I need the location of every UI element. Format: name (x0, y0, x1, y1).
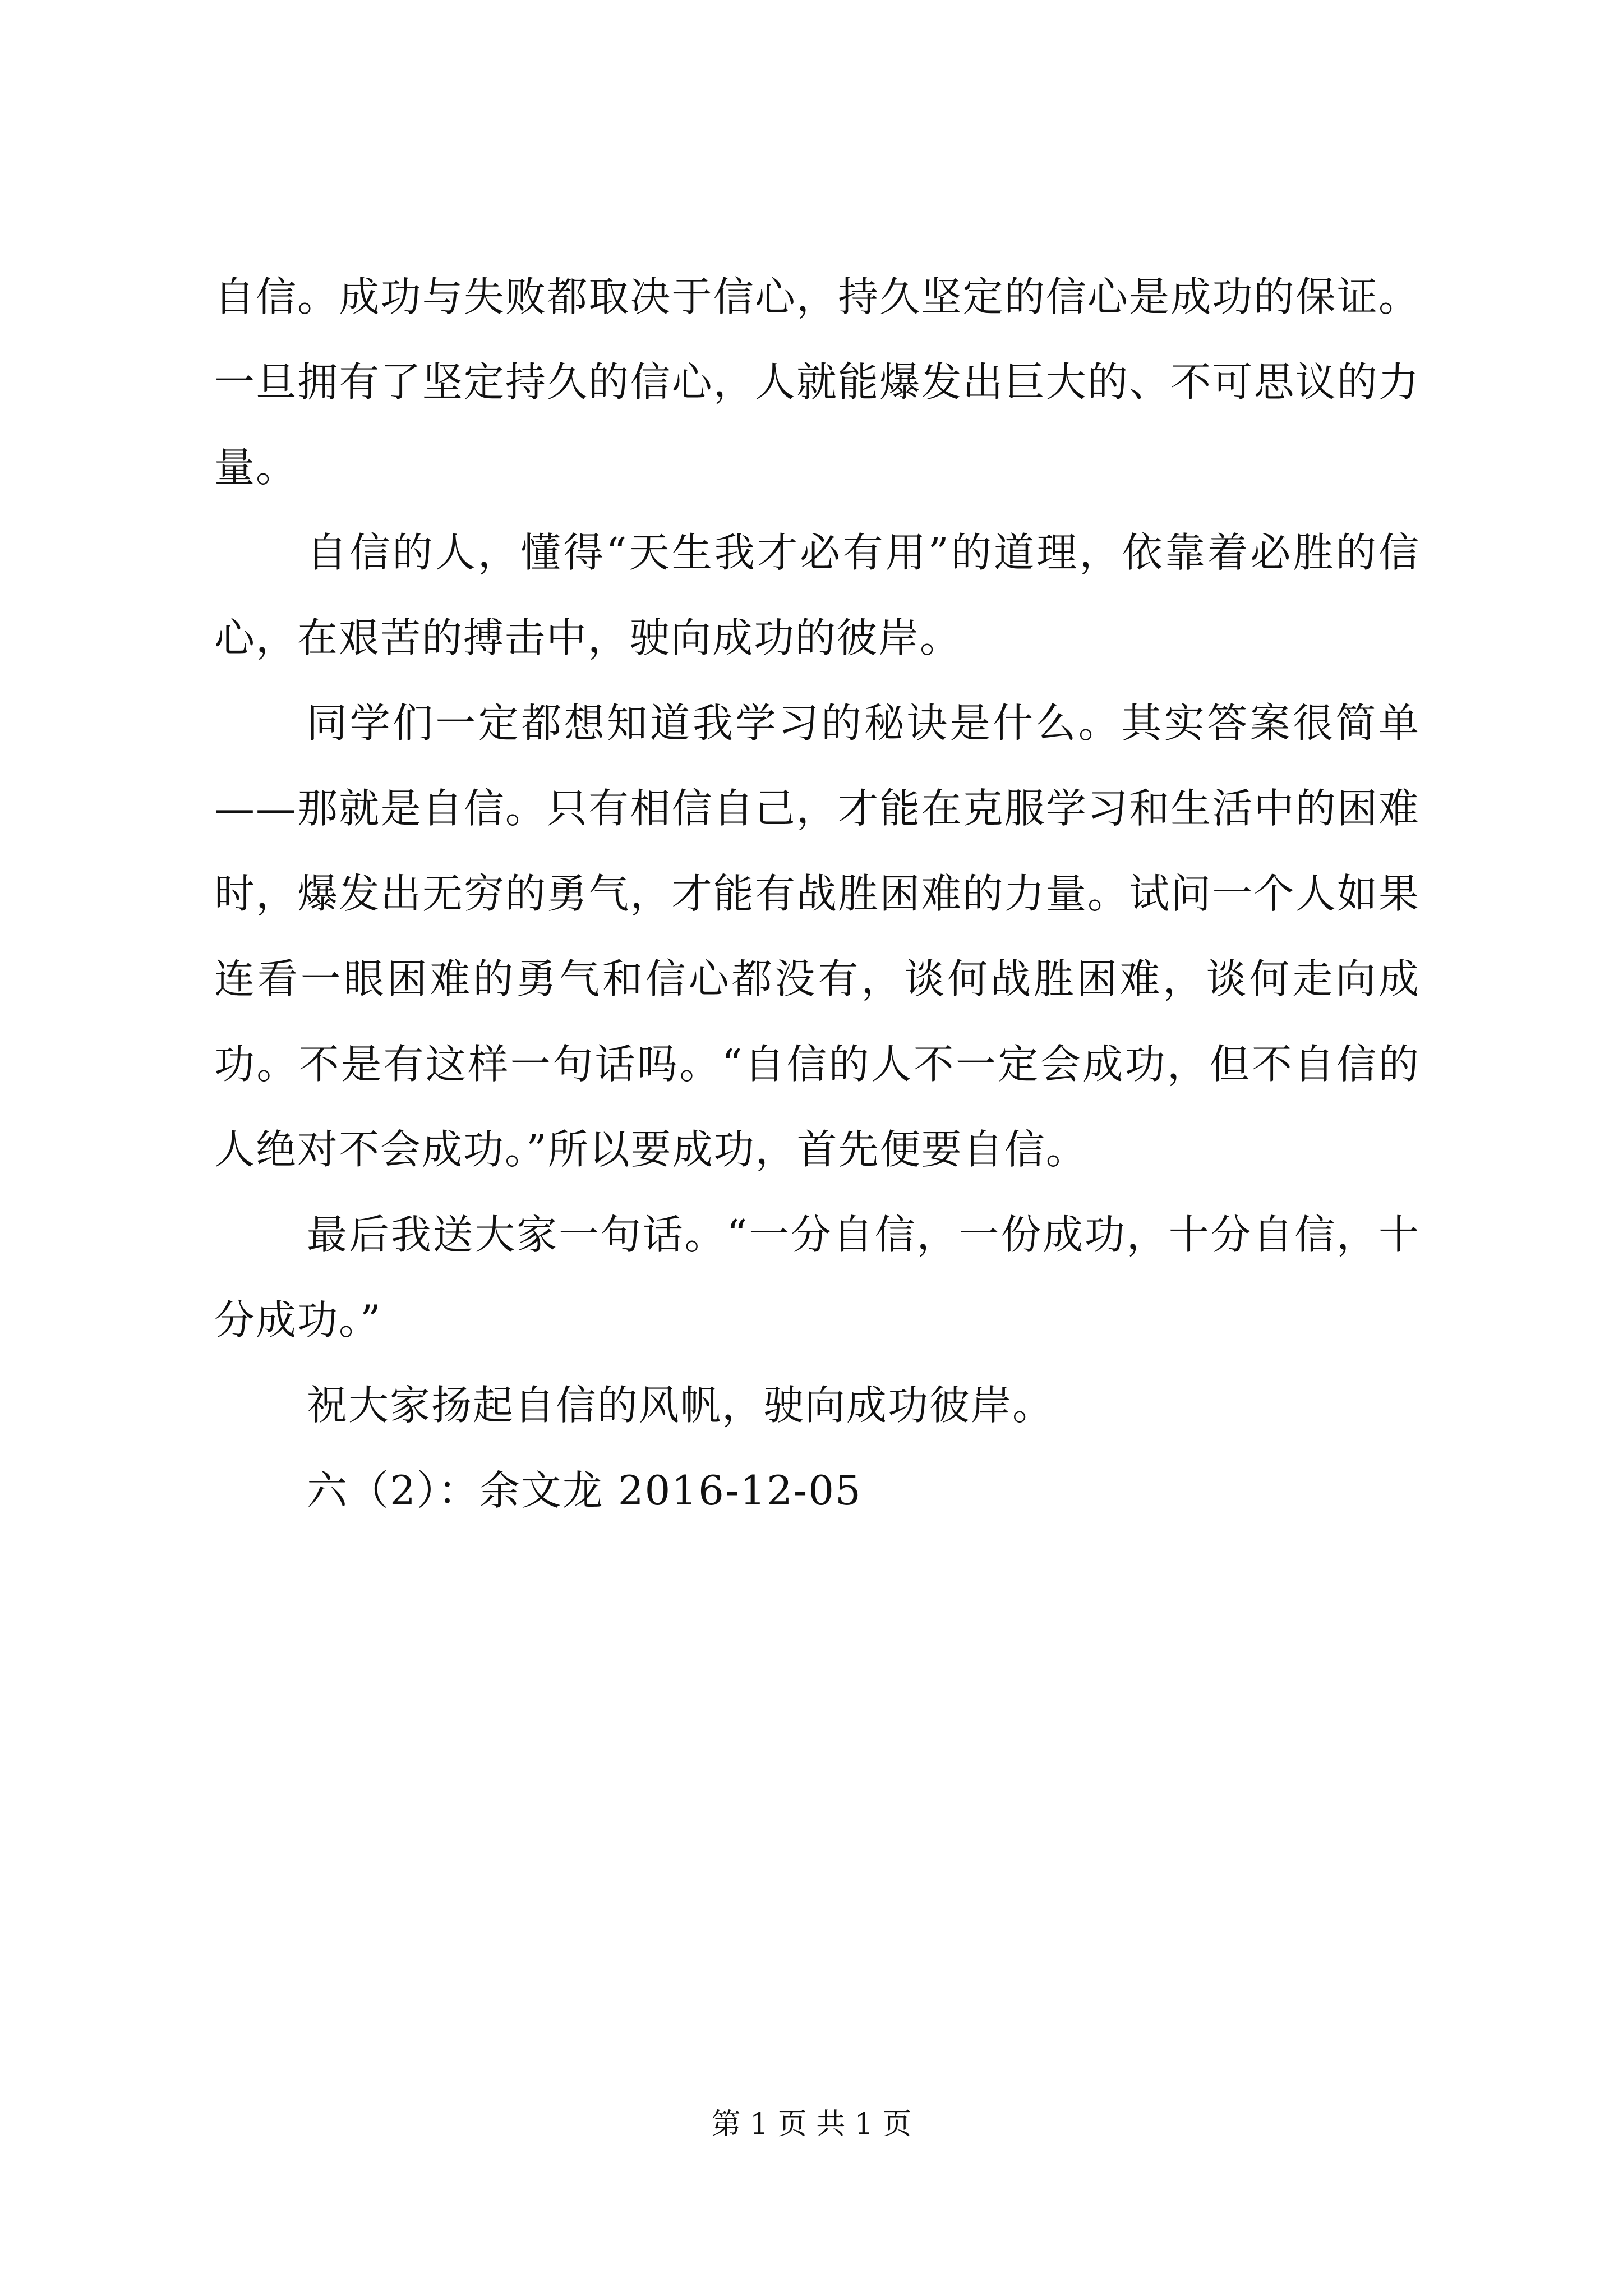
paragraph-study-secret: 同学们一定都想知道我学习的秘诀是什么。其实答案很简单——那就是自信。只有相信自己，才能在克服学习和生活中的困难时，爆发出无穷的勇气，才能有战胜困难的力量。试问一个人如果连看一眼困难的勇气和信心都没有，谈何战胜困难，谈何走向成功。不是有这样一句话吗。“自信的人不一定会成功，但不自信的人绝对不会成功。”所以要成功，首先便要自信。 (214, 700, 1420, 1173)
paragraph-closing-quote: 最后我送大家一句话。“一分自信，一份成功，十分自信，十分成功。” (214, 1211, 1420, 1343)
signature-line: 六（2）：余文龙 2016-12-05 (307, 1467, 862, 1514)
paragraph-conclusion: 自信。成功与失败都取决于信心，持久坚定的信心是成功的保证。一旦拥有了坚定持久的信心，人就能爆发出巨大的、不可思议的力量。 (214, 273, 1420, 491)
paragraph-confident-people: 自信的人，懂得“天生我才必有用”的道理，依靠着必胜的信心，在艰苦的搏击中，驶向成功的彼岸。 (214, 529, 1420, 661)
paragraph-wish: 祝大家扬起自信的风帆，驶向成功彼岸。 (307, 1382, 1054, 1429)
document-body (214, 254, 1420, 1533)
page-footer: 第 1 页 共 1 页 (711, 2108, 912, 2141)
